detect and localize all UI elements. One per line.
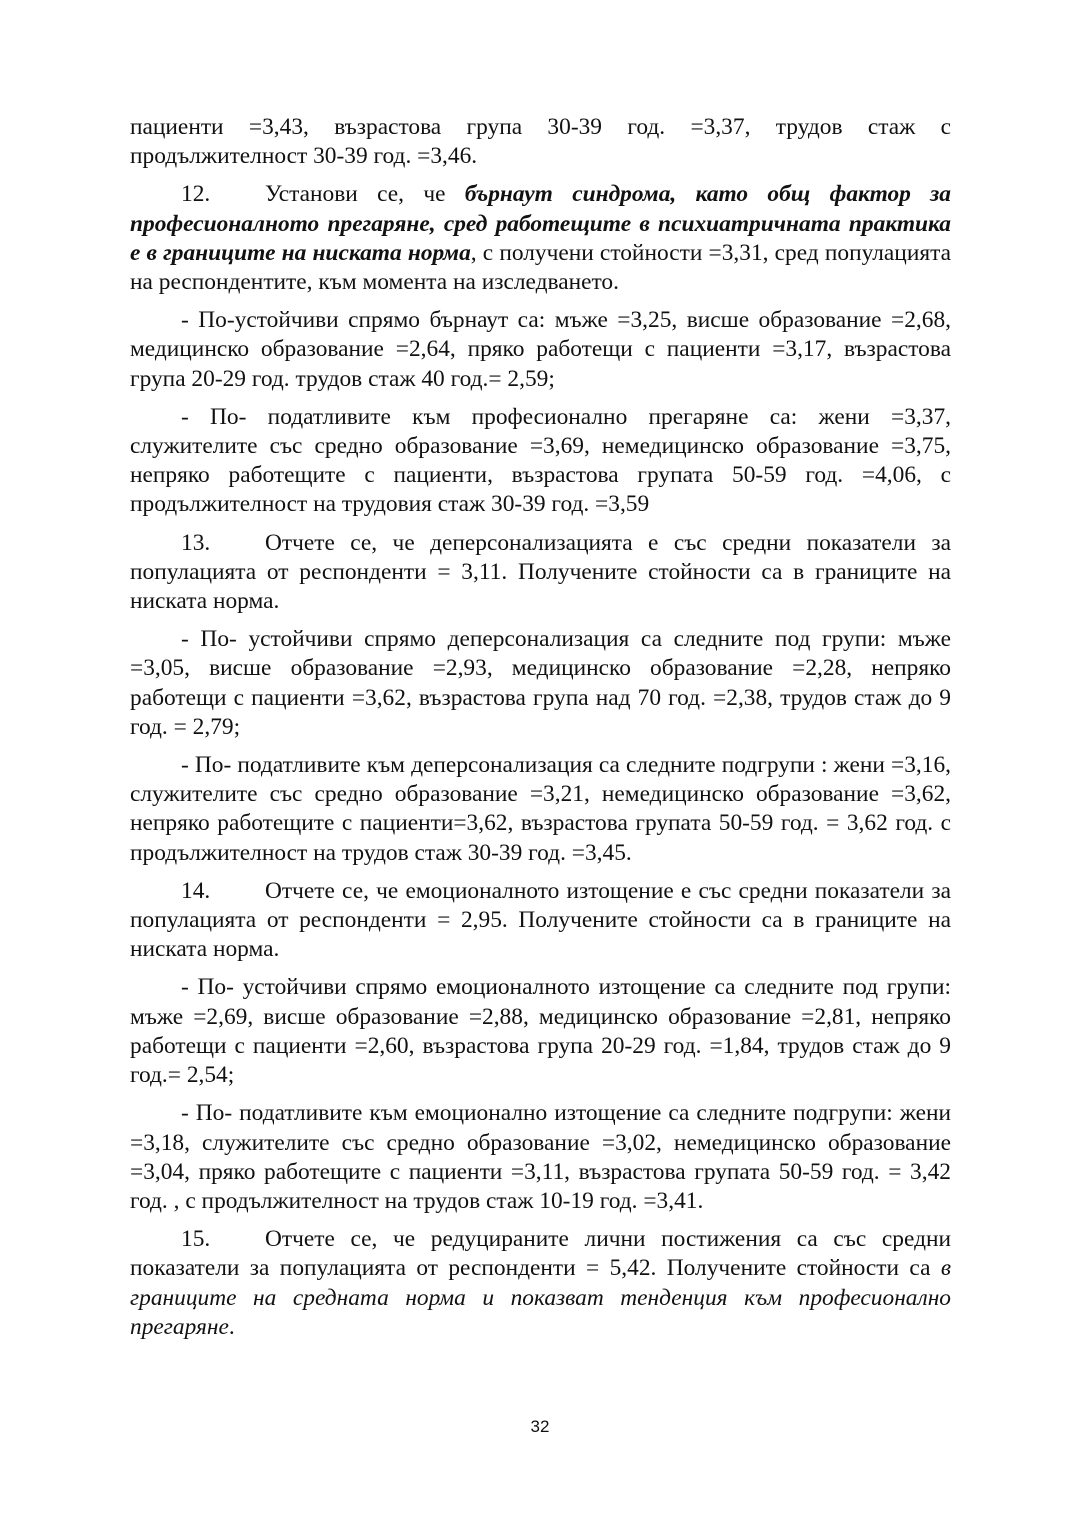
item-13-paragraph <box>130 529 951 617</box>
intro-paragraph: пациенти =3,43, възрастова група 30-39 год. =3,37, трудов стаж с продължителност 30-39 год. =3,46. <box>130 114 951 170</box>
item-14-paragraph <box>130 877 951 965</box>
page-number: 32 <box>530 1417 550 1436</box>
item-13-resistant-paragraph: - По- устойчиви спрямо деперсонализация са следните под групи: мъже =3,05, висше образование =2,93, медицинско образование =2,28, непряко работещи с пациенти =3,62, възрастова група над 70 год. =2,38, трудов стаж до 9 год. = 2,79; <box>130 626 951 740</box>
item-12-tail: , с получени стойности =3,31, сред популацията на респондентите, към момента на изследването. <box>130 239 951 296</box>
page-body <box>130 113 951 1351</box>
item-15-number: 15. <box>181 1226 211 1253</box>
item-15-tail: . <box>228 1313 235 1340</box>
item-14-resistant-paragraph: - По- устойчиви спрямо емоционалното изтощение са следните под групи: мъже =2,69, висше образование =2,88, медицинско образование =2,81, непряко работещи с пациенти =2,60, възрастова група 20-29 год. =1,84, трудов стаж до 9 год.= 2,54; <box>130 974 951 1089</box>
item-12-lead: Установи се, че <box>265 181 465 208</box>
item-14-text: Отчете се, че емоционалното изтощение е със средни показатели за популацията от респонденти = 2,95. Получените стойности са в границите на ниската норма. <box>130 877 951 963</box>
item-12-resistant-paragraph: - По-устойчиви спрямо бърнаут са: мъже =3,25, висше образование =2,68, медицинско образование =2,64, пряко работещи с пациенти =3,17, възрастова група 20-29 год. трудов стаж 40 год.= 2,59; <box>130 307 951 392</box>
item-14-susceptible-paragraph: - По- податливите към емоционално изтощение са следните подгрупи: жени =3,18, служителите със средно образование =3,02, немедицинско образование =3,04, пряко работещите с пациенти =3,11, възрастова групата 50-59 год. = 3,42 год. , с продължителност на трудов стаж 10-19 год. =3,41. <box>130 1100 951 1214</box>
item-15-lead: Отчете се, че редуцираните лични постижения са със средни показатели за популацията от респонденти = 5,42. Получените стойности са <box>130 1226 951 1282</box>
item-12-number: 12. <box>181 181 211 208</box>
item-15-emphasis: в границите на средната норма и показват тенденция към професионално прегаряне <box>130 1255 951 1340</box>
item-13-number: 13. <box>181 529 211 556</box>
item-13-text: Отчете се, че деперсонализацията е със средни показатели за популацията от респонденти = 3,11. Получените стойности са в границите на ниската норма. <box>130 529 951 615</box>
item-14-number: 14. <box>181 877 211 904</box>
item-15-paragraph <box>130 1225 951 1342</box>
item-12-paragraph <box>130 180 951 297</box>
item-12-emphasis: бърнаут синдрома, като общ фактор за професионалното прегаряне, сред работещите в психиатричната практика е в границите на ниската норма <box>130 181 952 266</box>
item-13-susceptible-paragraph: - По- податливите към деперсонализация са следните подгрупи : жени =3,16, служителите със средно образование =3,21, немедицинско образование =3,62, непряко работещите с пациенти=3,62, възрастова групата 50-59 год. = 3,62 год. с продължителност на трудов стаж 30-39 год. =3,45. <box>130 752 951 866</box>
item-12-susceptible-paragraph: - По- податливите към професионално прегаряне са: жени =3,37, служителите със средно образование =3,69, немедицинско образование =3,75, непряко работещите с пациенти, възрастова групата 50-59 год. =4,06, с продължителност на трудовия стаж 30-39 год. =3,59 <box>130 403 951 518</box>
